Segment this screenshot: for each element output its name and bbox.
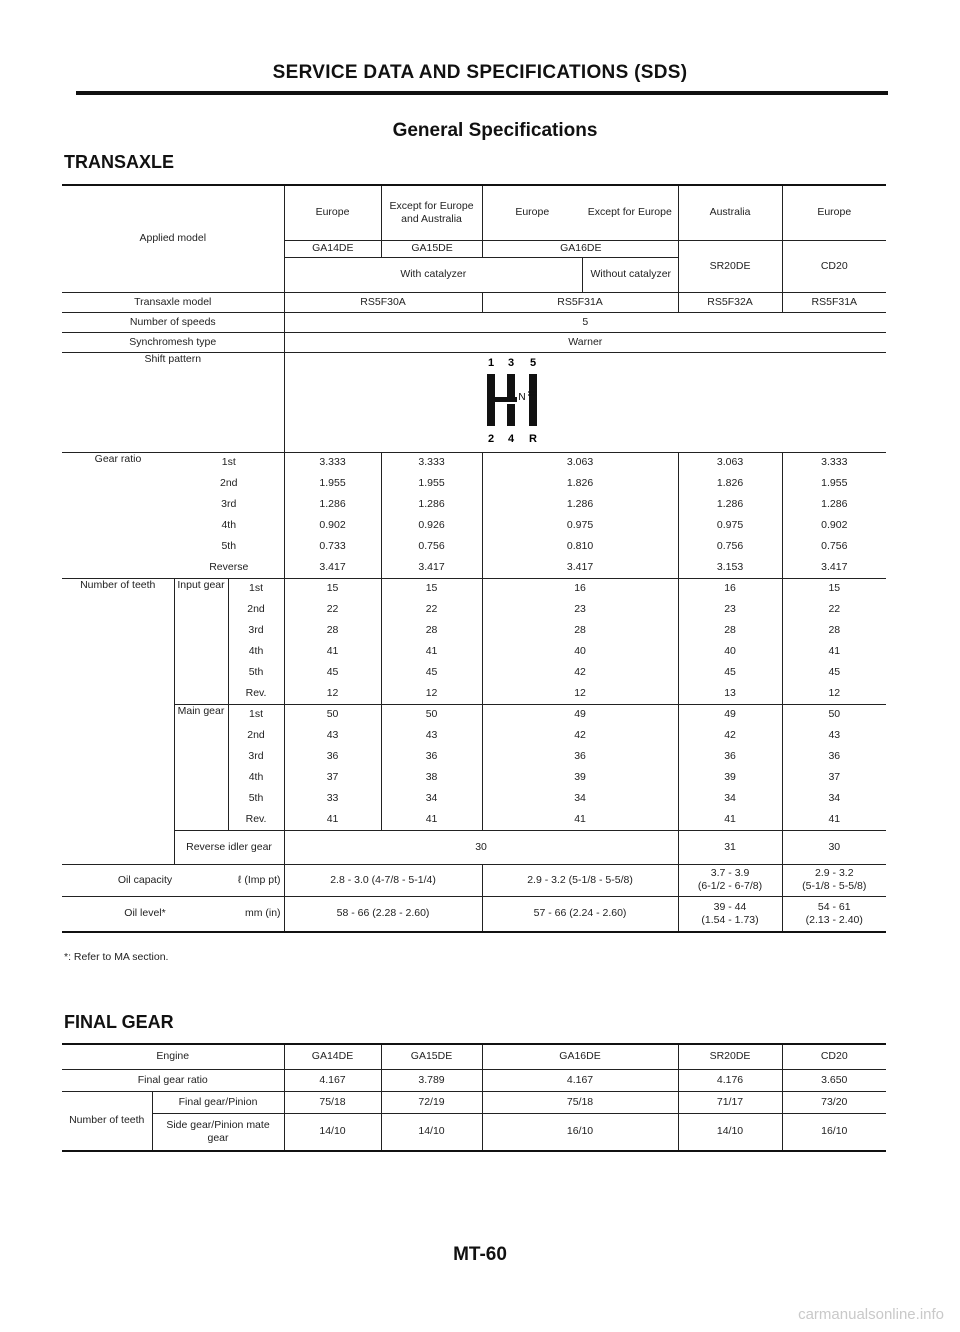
oil-capacity-value: 2.8 - 3.0 (4-7/8 - 5-1/4)	[284, 864, 482, 896]
main-gear-value: 41	[482, 809, 678, 830]
input-gear-value: 22	[381, 599, 482, 620]
speeds-label: Number of speeds	[62, 312, 284, 332]
oil-level-value: 58 - 66 (2.28 - 2.60)	[284, 896, 482, 932]
final-side: 16/10	[482, 1113, 678, 1151]
final-engine: GA16DE	[482, 1044, 678, 1069]
input-gear-gear: 2nd	[228, 599, 284, 620]
input-gear-value: 16	[678, 578, 782, 599]
main-gear-value: 34	[828, 792, 841, 804]
shift-label-1: 1	[487, 357, 494, 369]
main-gear-gear: 3rd	[228, 746, 284, 767]
main-gear-gear: 4th	[228, 767, 284, 788]
region-europe-2: Europe	[482, 185, 582, 240]
main-gear-value: 37	[284, 767, 381, 788]
oil-capacity-value: 2.9 - 3.2	[815, 867, 854, 879]
input-gear-gear: 3rd	[228, 620, 284, 641]
region-except-europe-australia: Except for Europe and Australia	[381, 185, 482, 240]
main-gear-value: 37	[828, 771, 841, 783]
gear-ratio-label: Gear ratio	[94, 452, 142, 465]
reverse-idler-value: 31	[678, 830, 782, 864]
gear-ratio-value: 1.286	[678, 494, 782, 515]
shift-pattern-diagram	[465, 354, 585, 450]
synchromesh-value: Warner	[568, 335, 603, 348]
final-side: 14/10	[381, 1113, 482, 1151]
input-gear-value: 23	[482, 599, 678, 620]
oil-capacity-value: (5-1/8 - 5-5/8)	[802, 880, 867, 892]
main-gear-gear: Rev.	[228, 809, 284, 830]
final-pinion: 73/20	[821, 1095, 848, 1108]
oil-level-unit: mm (in)	[228, 896, 284, 932]
teeth-label: Number of teeth	[80, 578, 156, 591]
main-gear-value: 39	[678, 767, 782, 788]
input-gear-value: 41	[828, 645, 841, 657]
oil-level-footnote: *: Refer to MA section.	[64, 951, 169, 963]
input-gear-value: 22	[284, 599, 381, 620]
transaxle-model-rs5f31a-cd20: RS5F31A	[811, 295, 858, 308]
gear-ratio-value: 3.417	[482, 557, 678, 578]
main-gear-value: 49	[678, 704, 782, 725]
gear-ratio-value: 0.756	[821, 540, 848, 552]
applied-model-label: Applied model	[62, 185, 284, 292]
oil-capacity-unit: ℓ (Imp pt)	[228, 864, 284, 896]
gear-ratio-value: 3.333	[284, 452, 381, 473]
gear-ratio-gear: 2nd	[174, 473, 284, 494]
main-gear-value: 49	[482, 704, 678, 725]
oil-level-value: (2.13 - 2.40)	[805, 913, 863, 926]
final-gear-section-title: FINAL GEAR	[64, 1012, 174, 1032]
reverse-idler-value: 30	[284, 830, 678, 864]
final-gear-table	[62, 1043, 886, 1152]
transaxle-section-title: TRANSAXLE	[64, 152, 175, 172]
header-rule	[76, 91, 888, 95]
gear-ratio-value: 0.902	[821, 519, 848, 531]
final-engine: CD20	[820, 1050, 848, 1063]
input-gear-value: 28	[482, 620, 678, 641]
final-ratio: 4.167	[284, 1069, 381, 1091]
input-gear-gear: 4th	[228, 641, 284, 662]
gear-ratio-value: 0.733	[284, 536, 381, 557]
main-gear-value: 42	[482, 725, 678, 746]
input-gear-value: 15	[381, 578, 482, 599]
shift-gate-center-top	[507, 374, 515, 398]
gear-ratio-value: 0.975	[482, 515, 678, 536]
final-pinion: 71/17	[678, 1091, 782, 1113]
input-gear-label: Input gear	[174, 578, 228, 704]
input-gear-value: 40	[482, 641, 678, 662]
engine-ga14de: GA14DE	[285, 241, 382, 258]
gear-ratio-value: 1.955	[821, 477, 848, 489]
engine-cd20: CD20	[820, 259, 848, 272]
transaxle-table	[62, 184, 886, 933]
input-gear-value: 15	[828, 582, 841, 595]
final-pinion: 72/19	[381, 1091, 482, 1113]
oil-level-label: Oil level*	[124, 907, 166, 920]
gear-ratio-gear: Reverse	[174, 557, 284, 578]
oil-capacity-label: Oil capacity	[117, 873, 173, 886]
input-gear-value: 23	[678, 599, 782, 620]
gear-ratio-gear: 3rd	[174, 494, 284, 515]
main-gear-value: 36	[284, 746, 381, 767]
main-gear-value: 36	[678, 746, 782, 767]
gear-ratio-value: 3.333	[821, 456, 848, 469]
input-gear-value: 12	[284, 683, 381, 704]
main-gear-gear: 2nd	[228, 725, 284, 746]
input-gear-value: 28	[284, 620, 381, 641]
gear-ratio-value: 1.826	[678, 473, 782, 494]
main-gear-value: 42	[678, 725, 782, 746]
shift-label-4: 4	[507, 433, 514, 445]
main-gear-gear: 5th	[228, 788, 284, 809]
input-gear-gear: Rev.	[228, 683, 284, 704]
engine-ga15de: GA15DE	[382, 241, 483, 258]
input-gear-value: 16	[482, 578, 678, 599]
main-gear-value: 50	[381, 704, 482, 725]
shift-gate-neutral	[487, 397, 537, 402]
input-gear-value: 15	[284, 578, 381, 599]
main-gear-value: 39	[482, 767, 678, 788]
gear-ratio-value: 1.955	[284, 473, 381, 494]
gear-ratio-value: 1.286	[482, 494, 678, 515]
shift-pattern-label: Shift pattern	[62, 352, 284, 452]
final-ratio-label: Final gear ratio	[62, 1069, 284, 1091]
input-gear-value: 41	[381, 641, 482, 662]
main-gear-value: 50	[284, 704, 381, 725]
region-except-europe: Except for Europe	[582, 185, 678, 240]
gear-ratio-value: 0.975	[678, 515, 782, 536]
reverse-idler-label: Reverse idler gear	[174, 830, 284, 864]
final-engine: GA14DE	[284, 1044, 381, 1069]
gear-ratio-value: 1.286	[821, 498, 848, 510]
input-gear-value: 28	[678, 620, 782, 641]
input-gear-value: 28	[381, 620, 482, 641]
gear-ratio-gear: 1st	[174, 452, 284, 473]
main-gear-value: 50	[828, 708, 841, 721]
region-europe-1: Europe	[284, 185, 381, 240]
main-gear-value: 34	[678, 788, 782, 809]
reverse-idler-value: 30	[828, 840, 841, 853]
final-ratio: 4.176	[678, 1069, 782, 1091]
main-gear-value: 34	[482, 788, 678, 809]
page-number: MT-60	[453, 1244, 507, 1265]
gear-ratio-value: 0.756	[678, 536, 782, 557]
gear-ratio-value: 0.810	[482, 536, 678, 557]
gear-ratio-gear: 4th	[174, 515, 284, 536]
main-gear-label: Main gear	[174, 704, 228, 830]
gear-ratio-value: 0.926	[381, 515, 482, 536]
final-side: 14/10	[678, 1113, 782, 1151]
gear-ratio-value: 1.826	[482, 473, 678, 494]
shift-label-3: 3	[507, 357, 514, 369]
gear-ratio-value: 3.417	[821, 560, 848, 573]
engine-ga16de: GA16DE	[483, 241, 679, 258]
transaxle-model-rs5f30a: RS5F30A	[284, 292, 482, 312]
main-gear-value: 34	[381, 788, 482, 809]
region-europe-3: Europe	[782, 185, 886, 240]
gear-ratio-value: 3.417	[284, 557, 381, 578]
final-ratio: 3.789	[381, 1069, 482, 1091]
input-gear-rows	[62, 578, 886, 864]
gear-ratio-value: 3.153	[678, 557, 782, 578]
input-gear-gear: 5th	[228, 662, 284, 683]
input-gear-value: 22	[828, 603, 841, 615]
final-engine-label: Engine	[62, 1044, 284, 1069]
gear-ratio-value: 3.333	[381, 452, 482, 473]
with-catalyzer: With catalyzer	[285, 258, 583, 292]
oil-capacity-value: 3.7 - 3.9	[710, 867, 750, 879]
shift-label-5: 5	[529, 357, 536, 369]
oil-level-value: 57 - 66 (2.24 - 2.60)	[482, 896, 678, 932]
oil-capacity-value: 2.9 - 3.2 (5-1/8 - 5-5/8)	[482, 864, 678, 896]
transaxle-model-rs5f31a: RS5F31A	[482, 292, 678, 312]
input-gear-value: 12	[381, 683, 482, 704]
input-gear-value: 42	[482, 662, 678, 683]
gear-ratio-value: 0.756	[381, 536, 482, 557]
final-ratio: 4.167	[482, 1069, 678, 1091]
input-gear-value: 12	[482, 683, 678, 704]
main-gear-value: 38	[381, 767, 482, 788]
input-gear-value: 28	[828, 624, 841, 636]
main-gear-value: 43	[284, 725, 381, 746]
oil-level-cd20	[782, 896, 886, 932]
final-pinion: 75/18	[482, 1091, 678, 1113]
main-gear-value: 33	[284, 788, 381, 809]
general-specifications-title: General Specifications	[392, 120, 598, 141]
main-gear-value: 36	[381, 746, 482, 767]
shift-gate-center-bottom	[507, 404, 515, 426]
oil-capacity-australia	[678, 864, 782, 896]
oil-level-value: (1.54 - 1.73)	[701, 913, 759, 926]
final-pinion-label: Final gear/Pinion	[152, 1091, 284, 1113]
oil-level-value: 54 - 61	[817, 900, 851, 913]
shift-pattern-cell	[284, 352, 886, 452]
transaxle-model-label: Transaxle model	[62, 292, 284, 312]
final-engine: SR20DE	[678, 1044, 782, 1069]
gear-ratio-value: 1.286	[381, 494, 482, 515]
gear-ratio-value: 1.955	[381, 473, 482, 494]
input-gear-value: 45	[381, 662, 482, 683]
final-side: 16/10	[821, 1125, 848, 1138]
final-teeth-label: Number of teeth	[69, 1114, 145, 1127]
input-gear-value: 41	[284, 641, 381, 662]
final-side-label: Side gear/Pinion mate gear	[152, 1113, 284, 1151]
gear-ratio-rows	[62, 452, 886, 578]
speeds-value: 5	[582, 315, 589, 328]
gear-ratio-value: 0.902	[284, 515, 381, 536]
input-gear-value: 13	[678, 683, 782, 704]
input-gear-gear: 1st	[228, 578, 284, 599]
main-gear-value: 36	[482, 746, 678, 767]
main-gear-value: 41	[828, 812, 841, 825]
main-gear-value: 41	[381, 809, 482, 830]
final-pinion: 75/18	[284, 1091, 381, 1113]
page-header-title: SERVICE DATA AND SPECIFICATIONS (SDS)	[272, 62, 688, 83]
region-australia: Australia	[678, 185, 782, 240]
gear-ratio-value: 3.063	[678, 452, 782, 473]
main-gear-value: 43	[828, 729, 841, 741]
gear-ratio-value: 3.063	[482, 452, 678, 473]
input-gear-value: 45	[828, 666, 841, 678]
oil-level-value: 39 - 44	[713, 900, 747, 913]
input-gear-value: 40	[678, 641, 782, 662]
input-gear-value: 45	[284, 662, 381, 683]
watermark: carmanualsonline.info	[798, 1306, 944, 1323]
main-gear-value: 43	[381, 725, 482, 746]
main-gear-gear: 1st	[228, 704, 284, 725]
oil-capacity-cd20	[782, 864, 886, 896]
gear-ratio-gear: 5th	[174, 536, 284, 557]
synchromesh-label: Synchromesh type	[62, 332, 284, 352]
transaxle-model-rs5f32a: RS5F32A	[678, 292, 782, 312]
main-gear-value: 41	[678, 809, 782, 830]
oil-level-australia	[678, 896, 782, 932]
input-gear-value: 12	[828, 686, 841, 699]
shift-label-n: N	[517, 392, 526, 403]
main-gear-value: 36	[828, 750, 841, 762]
gear-ratio-value: 1.286	[284, 494, 381, 515]
final-engine: GA15DE	[381, 1044, 482, 1069]
input-gear-value: 45	[678, 662, 782, 683]
final-ratio: 3.650	[821, 1073, 848, 1086]
final-side: 14/10	[284, 1113, 381, 1151]
oil-capacity-value: (6-1/2 - 6-7/8)	[697, 880, 763, 892]
shift-label-r: R	[528, 433, 537, 445]
without-catalyzer: Without catalyzer	[590, 268, 672, 281]
shift-label-2: 2	[487, 433, 494, 445]
gear-ratio-value: 3.417	[381, 557, 482, 578]
engine-sr20de: SR20DE	[678, 240, 782, 292]
main-gear-value: 41	[284, 809, 381, 830]
